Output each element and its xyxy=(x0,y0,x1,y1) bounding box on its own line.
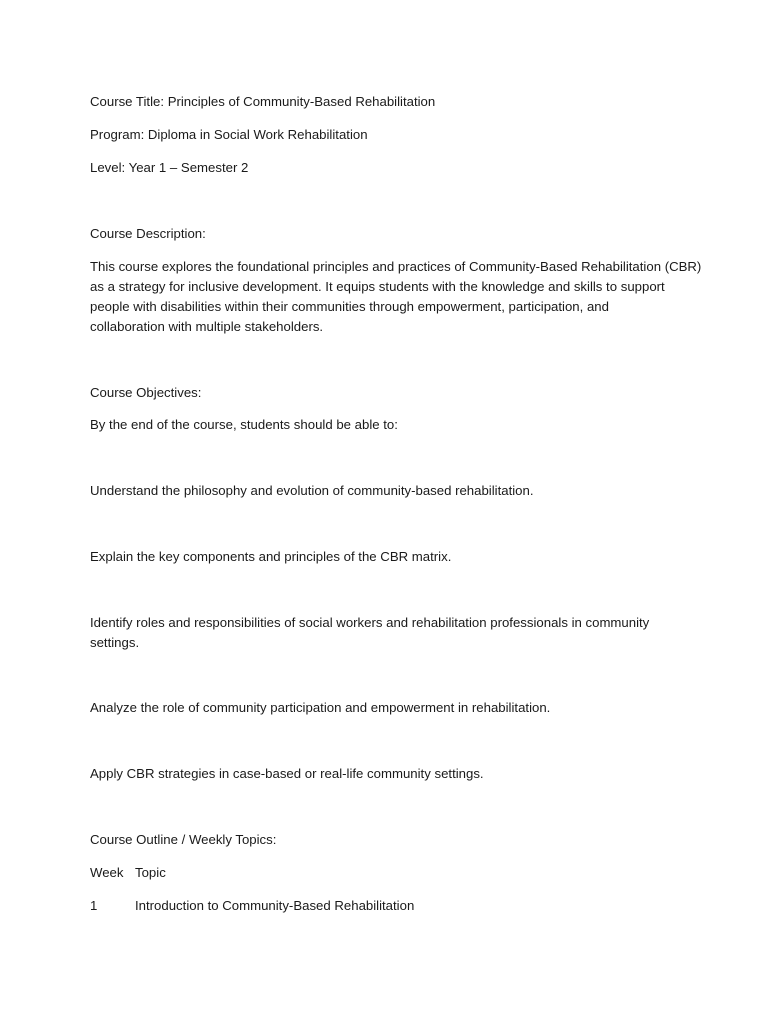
outline-col-week: Week xyxy=(90,865,124,880)
description-line-3: people with disabilities within their communities through empowerment, participation, and xyxy=(90,299,609,314)
outline-heading: Course Outline / Weekly Topics: xyxy=(90,832,277,847)
outline-row-week: 1 xyxy=(90,898,98,913)
program-line: Program: Diploma in Social Work Rehabilitation xyxy=(90,127,368,142)
objective-item-continued: settings. xyxy=(90,635,140,650)
outline-col-topic: Topic xyxy=(135,865,166,880)
description-line-2: as a strategy for inclusive development. It equips students with the knowledge and skills to support xyxy=(90,279,665,294)
objective-item: Understand the philosophy and evolution of community-based rehabilitation. xyxy=(90,483,534,498)
course-title: Course Title: Principles of Community-Based Rehabilitation xyxy=(90,94,436,109)
description-line-4: collaboration with multiple stakeholders. xyxy=(90,319,324,334)
objective-item: Analyze the role of community participation and empowerment in rehabilitation. xyxy=(90,700,551,715)
objective-item: Apply CBR strategies in case-based or real-life community settings. xyxy=(90,766,484,781)
objective-item: Explain the key components and principles of the CBR matrix. xyxy=(90,549,452,564)
description-line-1: This course explores the foundational principles and practices of Community-Based Rehabilitation (CBR) xyxy=(90,259,702,274)
objectives-intro: By the end of the course, students should be able to: xyxy=(90,417,398,432)
level-line: Level: Year 1 – Semester 2 xyxy=(90,160,249,175)
outline-row-topic: Introduction to Community-Based Rehabilitation xyxy=(135,898,415,913)
objectives-heading: Course Objectives: xyxy=(90,385,202,400)
objective-item: Identify roles and responsibilities of social workers and rehabilitation professionals in community xyxy=(90,615,650,630)
description-heading: Course Description: xyxy=(90,226,206,241)
